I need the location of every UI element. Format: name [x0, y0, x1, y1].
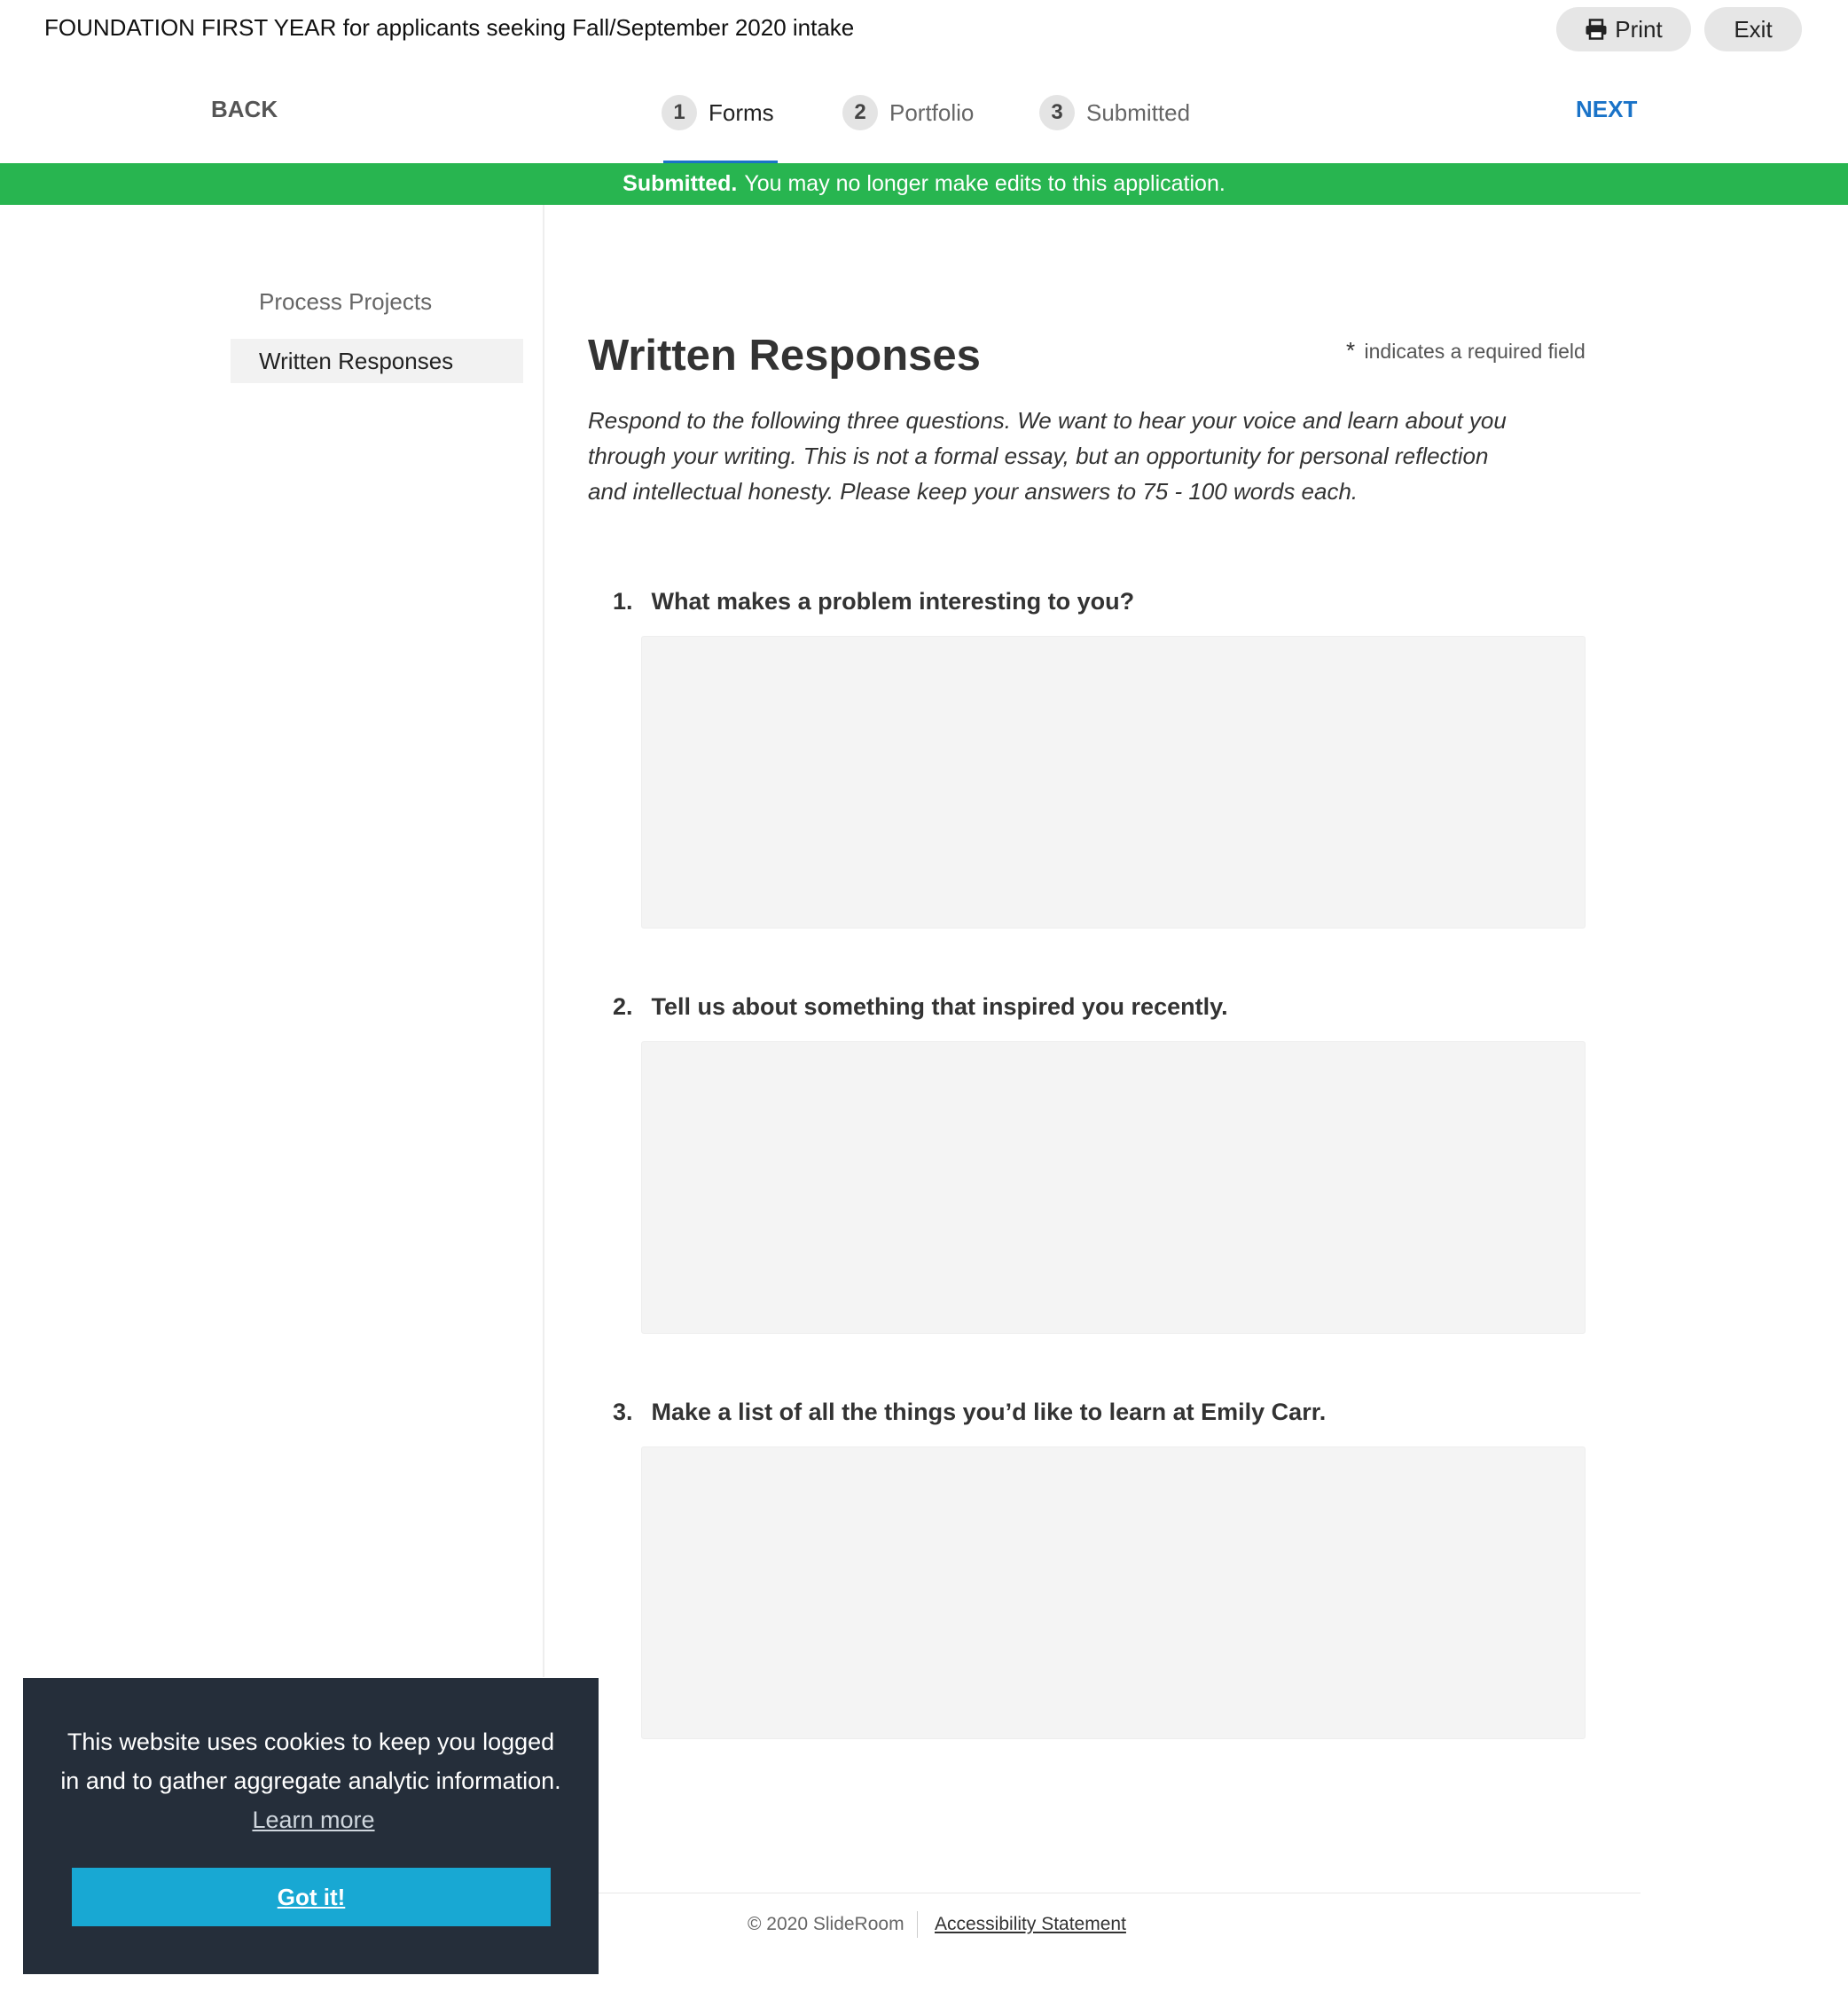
- answer-2-textarea[interactable]: [641, 1041, 1586, 1334]
- step-submitted[interactable]: [1039, 92, 1190, 133]
- question-1-label: [613, 588, 1134, 615]
- answer-1-textarea[interactable]: [641, 636, 1586, 929]
- page-title: Written Responses: [588, 332, 981, 380]
- accessibility-statement-link[interactable]: Accessibility Statement: [935, 1914, 1126, 1934]
- banner-message: You may no longer make edits to this application.: [744, 171, 1225, 196]
- next-button[interactable]: NEXT: [1576, 96, 1638, 122]
- question-text: Make a list of all the things you’d like to learn at Emily Carr.: [651, 1399, 1327, 1425]
- step-forms[interactable]: [662, 92, 774, 133]
- required-asterisk: *: [1346, 337, 1356, 364]
- print-button[interactable]: [1556, 7, 1691, 51]
- submitted-banner: [0, 163, 1848, 205]
- step-number-3: 3: [1039, 95, 1075, 130]
- question-number: 2.: [613, 993, 633, 1020]
- banner-strong: Submitted.: [623, 171, 738, 196]
- back-button[interactable]: BACK: [211, 96, 278, 122]
- question-number: 1.: [613, 588, 633, 615]
- cookie-message: [59, 1722, 563, 1839]
- question-text: Tell us about something that inspired you recently.: [651, 993, 1228, 1020]
- step-label-submitted: Submitted: [1086, 98, 1191, 126]
- step-number-2: 2: [842, 95, 878, 130]
- cookie-accept-button[interactable]: Got it!: [72, 1868, 551, 1926]
- answer-3-textarea[interactable]: [641, 1446, 1586, 1739]
- cookie-banner: [23, 1678, 599, 1974]
- step-label-portfolio: Portfolio: [889, 98, 975, 126]
- step-number-1: 1: [662, 95, 697, 130]
- printer-icon: [1585, 19, 1608, 40]
- required-field-note: [1346, 337, 1586, 365]
- learn-more-link[interactable]: Learn more: [252, 1807, 375, 1833]
- sidebar-item-process-projects[interactable]: Process Projects: [259, 287, 433, 315]
- instructions-text: Respond to the following three questions. We want to hear your voice and learn about you through your writing. This is not a formal essay, but an opportunity for personal reflection and intellectual honesty. Please keep your answers to 75 - 100 words each.: [588, 407, 1507, 505]
- sidebar-divider: [543, 205, 544, 1677]
- footer-copyright: © 2020 SlideRoom: [748, 1914, 904, 1934]
- step-label-forms: Forms: [709, 98, 774, 126]
- footer-separator: [917, 1911, 918, 1938]
- step-portfolio[interactable]: [842, 92, 974, 133]
- print-label: Print: [1615, 15, 1663, 43]
- app-title: FOUNDATION FIRST YEAR for applicants seeking Fall/September 2020 intake: [44, 14, 855, 41]
- sidebar-item-written-responses[interactable]: Written Responses: [231, 339, 523, 383]
- required-note-text: indicates a required field: [1364, 340, 1586, 363]
- question-text: What makes a problem interesting to you?: [651, 588, 1135, 615]
- question-number: 3.: [613, 1399, 633, 1425]
- question-2-label: [613, 993, 1228, 1021]
- exit-button[interactable]: Exit: [1704, 7, 1802, 51]
- question-3-label: [613, 1399, 1326, 1426]
- cookie-message-text: This website uses cookies to keep you logged in and to gather aggregate analytic information.: [60, 1729, 561, 1794]
